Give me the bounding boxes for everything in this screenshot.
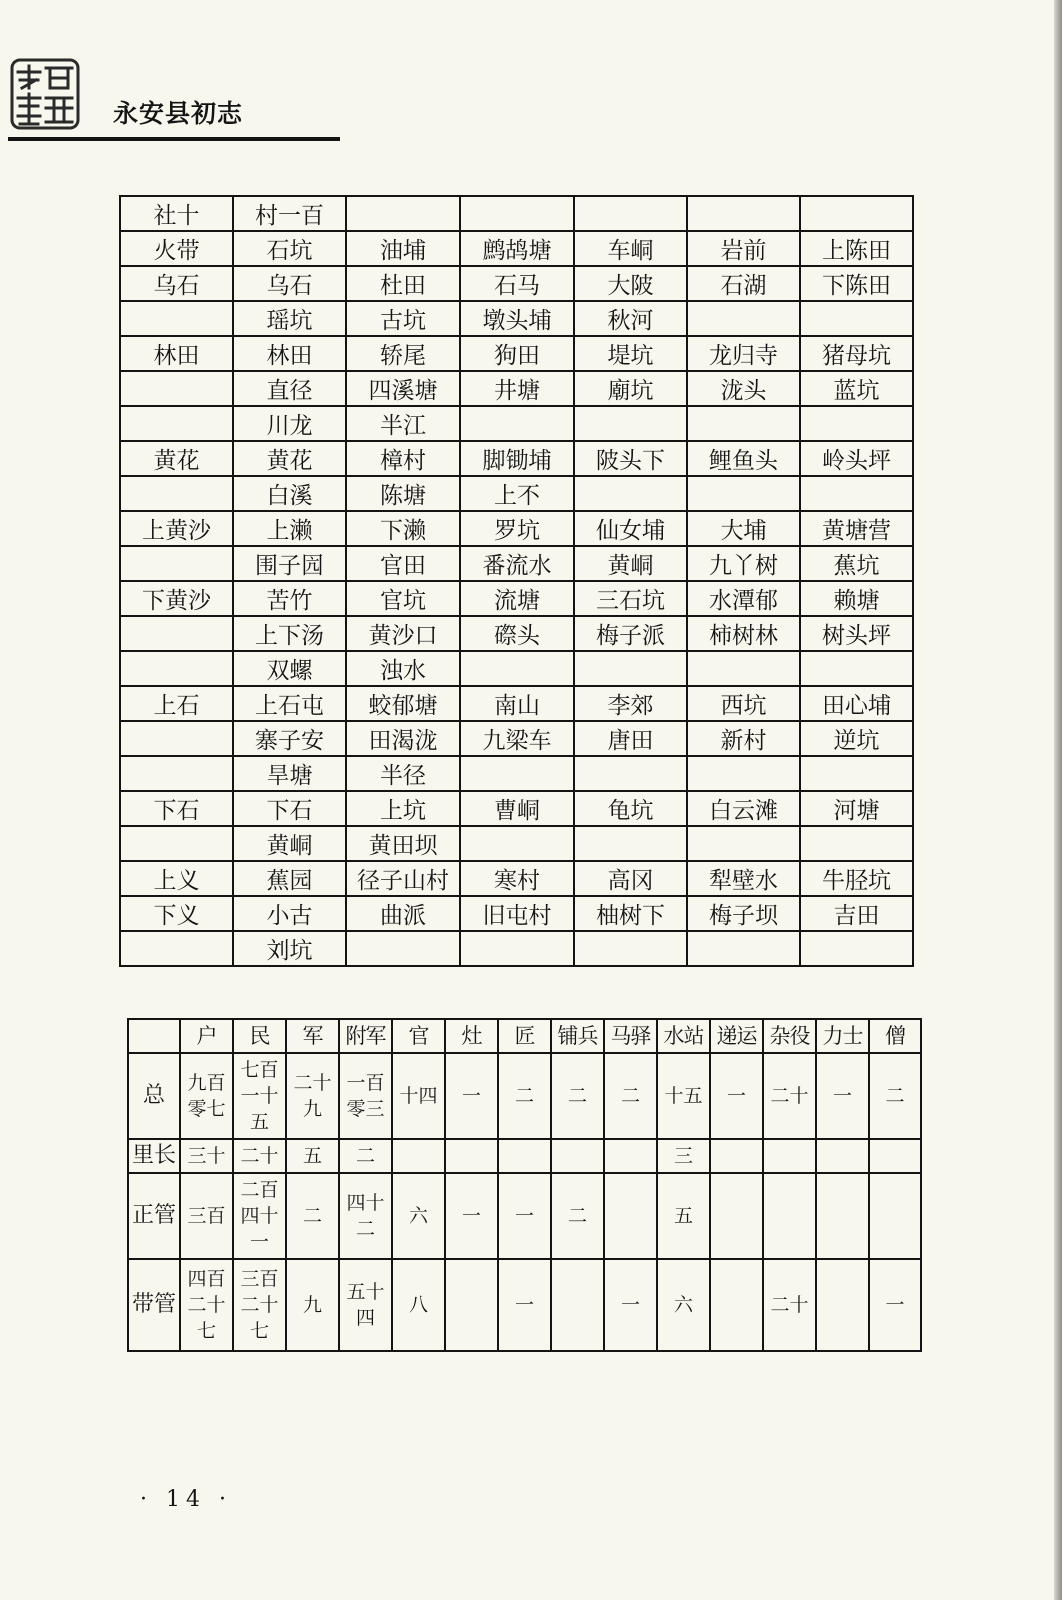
column-header — [128, 1019, 180, 1053]
township-cell: 下义 — [120, 896, 233, 931]
count-cell: 三百 二十 七 — [233, 1259, 286, 1351]
village-cell: 轿尾 — [346, 336, 460, 371]
count-cell: 四百 二十 七 — [180, 1259, 233, 1351]
village-cell: 上石屯 — [233, 686, 346, 721]
seal-logo — [10, 58, 80, 130]
count-cell: 五十四 — [339, 1259, 392, 1351]
village-cell: 油埔 — [346, 231, 460, 266]
count-cell: 二十 — [233, 1139, 286, 1173]
township-cell — [120, 756, 233, 791]
count-cell: 二百 四十 一 — [233, 1173, 286, 1259]
village-cell: 鲤鱼头 — [687, 441, 800, 476]
village-cell: 墩头埔 — [460, 301, 574, 336]
column-header: 杂役 — [763, 1019, 816, 1053]
village-cell: 梅子派 — [574, 616, 687, 651]
page-edge — [1054, 0, 1062, 1600]
village-cell: 三石坑 — [574, 581, 687, 616]
table-row — [120, 616, 913, 651]
township-cell: 上黄沙 — [120, 511, 233, 546]
village-cell: 陂头下 — [574, 441, 687, 476]
village-cell — [687, 196, 800, 231]
village-cell — [800, 651, 913, 686]
township-cell — [120, 406, 233, 441]
village-cell: 曹峒 — [460, 791, 574, 826]
column-header: 匠 — [498, 1019, 551, 1053]
village-cell: 小古 — [233, 896, 346, 931]
column-header: 水站 — [657, 1019, 710, 1053]
township-cell — [120, 721, 233, 756]
township-cell: 下黄沙 — [120, 581, 233, 616]
township-cell: 上义 — [120, 861, 233, 896]
count-cell — [392, 1139, 445, 1173]
table-row — [120, 686, 913, 721]
village-cell: 双螺 — [233, 651, 346, 686]
header-rule — [8, 137, 340, 141]
township-cell: 社十 — [120, 196, 233, 231]
count-cell: 六 — [657, 1259, 710, 1351]
village-cell: 岭头坪 — [800, 441, 913, 476]
count-cell: 二 — [604, 1053, 657, 1139]
village-cell: 磜头 — [460, 616, 574, 651]
village-cell: 大陂 — [574, 266, 687, 301]
village-cell: 高冈 — [574, 861, 687, 896]
village-cell: 上下汤 — [233, 616, 346, 651]
table-row — [120, 861, 913, 896]
table-row — [120, 931, 913, 966]
table-row — [128, 1259, 921, 1351]
table-row — [120, 546, 913, 581]
village-cell — [460, 196, 574, 231]
column-header: 马驿 — [604, 1019, 657, 1053]
village-cell — [800, 406, 913, 441]
village-cell: 刘坑 — [233, 931, 346, 966]
table-row — [120, 406, 913, 441]
village-cell: 河塘 — [800, 791, 913, 826]
count-cell: 一 — [445, 1173, 498, 1259]
village-cell: 石马 — [460, 266, 574, 301]
village-cell: 黄峒 — [233, 826, 346, 861]
township-cell — [120, 651, 233, 686]
count-cell: 二 — [339, 1139, 392, 1173]
village-cell: 蛟郁塘 — [346, 686, 460, 721]
village-cell — [574, 196, 687, 231]
village-cell: 川龙 — [233, 406, 346, 441]
table-row — [120, 266, 913, 301]
count-cell: 十五 — [657, 1053, 710, 1139]
count-cell — [604, 1173, 657, 1259]
table-row — [120, 301, 913, 336]
village-cell: 乌石 — [233, 266, 346, 301]
township-cell: 下石 — [120, 791, 233, 826]
count-cell — [551, 1259, 604, 1351]
township-cell — [120, 301, 233, 336]
village-cell: 古坑 — [346, 301, 460, 336]
township-cell: 乌石 — [120, 266, 233, 301]
village-cell: 蕉坑 — [800, 546, 913, 581]
village-cell: 水潭郁 — [687, 581, 800, 616]
village-cell: 黄峒 — [574, 546, 687, 581]
row-label: 里长 — [128, 1139, 180, 1173]
count-cell — [816, 1139, 869, 1173]
village-cell: 岩前 — [687, 231, 800, 266]
village-cell — [800, 756, 913, 791]
village-cell: 苦竹 — [233, 581, 346, 616]
count-cell: 三十 — [180, 1139, 233, 1173]
row-label: 带管 — [128, 1259, 180, 1351]
village-cell: 逆坑 — [800, 721, 913, 756]
village-cell — [460, 826, 574, 861]
village-cell: 半江 — [346, 406, 460, 441]
table-row — [120, 476, 913, 511]
count-cell: 一 — [710, 1053, 763, 1139]
table-row — [120, 196, 913, 231]
village-cell: 上陈田 — [800, 231, 913, 266]
table-row — [128, 1139, 921, 1173]
township-cell — [120, 931, 233, 966]
count-cell: 一 — [498, 1173, 551, 1259]
village-cell: 黄沙口 — [346, 616, 460, 651]
village-cell: 村一百 — [233, 196, 346, 231]
township-cell — [120, 616, 233, 651]
village-cell: 唐田 — [574, 721, 687, 756]
table-row — [120, 791, 913, 826]
village-cell — [574, 826, 687, 861]
village-cell — [800, 931, 913, 966]
village-table-body — [120, 196, 913, 966]
count-cell: 一百 零三 — [339, 1053, 392, 1139]
township-cell: 林田 — [120, 336, 233, 371]
count-cell — [763, 1139, 816, 1173]
table-row — [120, 721, 913, 756]
village-cell — [574, 651, 687, 686]
table-row — [120, 231, 913, 266]
count-cell: 一 — [869, 1259, 921, 1351]
table-row — [120, 826, 913, 861]
village-cell: 新村 — [687, 721, 800, 756]
count-cell: 三百 — [180, 1173, 233, 1259]
village-cell: 柿树林 — [687, 616, 800, 651]
village-cell: 犁壁水 — [687, 861, 800, 896]
count-cell: 二 — [551, 1173, 604, 1259]
township-cell: 黄花 — [120, 441, 233, 476]
village-cell — [574, 476, 687, 511]
township-cell — [120, 546, 233, 581]
table-row — [120, 756, 913, 791]
count-cell: 一 — [604, 1259, 657, 1351]
table-row — [128, 1173, 921, 1259]
column-header: 力士 — [816, 1019, 869, 1053]
village-cell: 四溪塘 — [346, 371, 460, 406]
village-cell: 秋河 — [574, 301, 687, 336]
village-cell: 南山 — [460, 686, 574, 721]
column-header: 灶 — [445, 1019, 498, 1053]
village-cell: 罗坑 — [460, 511, 574, 546]
township-cell: 火带 — [120, 231, 233, 266]
count-cell: 二十 — [763, 1259, 816, 1351]
village-cell — [687, 406, 800, 441]
column-header: 附军 — [339, 1019, 392, 1053]
village-cell: 田渴泷 — [346, 721, 460, 756]
village-cell: 猪母坑 — [800, 336, 913, 371]
count-cell — [710, 1173, 763, 1259]
village-cell — [460, 406, 574, 441]
township-cell — [120, 476, 233, 511]
count-cell: 五 — [286, 1139, 339, 1173]
count-cell — [498, 1139, 551, 1173]
village-cell: 狗田 — [460, 336, 574, 371]
table-row — [120, 371, 913, 406]
village-cell: 脚锄埔 — [460, 441, 574, 476]
village-cell: 旧屯村 — [460, 896, 574, 931]
count-cell — [445, 1139, 498, 1173]
count-cell: 九百 零七 — [180, 1053, 233, 1139]
village-cell: 九丫树 — [687, 546, 800, 581]
table-row — [120, 336, 913, 371]
village-cell: 仙女埔 — [574, 511, 687, 546]
village-cell: 上濑 — [233, 511, 346, 546]
column-header: 官 — [392, 1019, 445, 1053]
village-cell: 龙归寺 — [687, 336, 800, 371]
village-cell — [346, 931, 460, 966]
count-cell: 十四 — [392, 1053, 445, 1139]
village-cell: 大埔 — [687, 511, 800, 546]
count-cell: 二 — [498, 1053, 551, 1139]
village-cell: 廟坑 — [574, 371, 687, 406]
village-cell: 黄塘营 — [800, 511, 913, 546]
village-cell — [687, 826, 800, 861]
village-cell: 黄田坝 — [346, 826, 460, 861]
village-cell — [687, 301, 800, 336]
count-cell — [763, 1173, 816, 1259]
township-cell — [120, 371, 233, 406]
count-cell: 二 — [286, 1173, 339, 1259]
household-table-body — [128, 1019, 921, 1351]
village-cell: 官坑 — [346, 581, 460, 616]
village-cell: 白云滩 — [687, 791, 800, 826]
village-cell — [800, 826, 913, 861]
table-row — [128, 1053, 921, 1139]
count-cell — [445, 1259, 498, 1351]
township-cell: 上石 — [120, 686, 233, 721]
count-cell — [816, 1173, 869, 1259]
count-cell: 八 — [392, 1259, 445, 1351]
village-cell — [800, 301, 913, 336]
table-row — [120, 511, 913, 546]
village-cell: 上坑 — [346, 791, 460, 826]
table-row — [120, 581, 913, 616]
village-cell: 龟坑 — [574, 791, 687, 826]
count-cell: 六 — [392, 1173, 445, 1259]
village-cell: 寨子安 — [233, 721, 346, 756]
village-cell — [687, 651, 800, 686]
village-cell: 番流水 — [460, 546, 574, 581]
village-cell — [687, 476, 800, 511]
village-cell: 林田 — [233, 336, 346, 371]
township-cell — [120, 826, 233, 861]
column-header: 递运 — [710, 1019, 763, 1053]
count-cell: 七百 一十 五 — [233, 1053, 286, 1139]
village-cell: 梅子坝 — [687, 896, 800, 931]
village-cell: 上不 — [460, 476, 574, 511]
village-cell: 旱塘 — [233, 756, 346, 791]
village-table — [119, 195, 914, 967]
village-cell: 寒村 — [460, 861, 574, 896]
village-cell: 石湖 — [687, 266, 800, 301]
village-cell: 田心埔 — [800, 686, 913, 721]
village-cell: 杜田 — [346, 266, 460, 301]
village-cell: 流塘 — [460, 581, 574, 616]
village-cell: 下濑 — [346, 511, 460, 546]
count-cell — [869, 1173, 921, 1259]
count-cell: 二十 — [763, 1053, 816, 1139]
row-label: 正管 — [128, 1173, 180, 1259]
village-cell: 堤坑 — [574, 336, 687, 371]
village-cell: 柚树下 — [574, 896, 687, 931]
village-cell: 下石 — [233, 791, 346, 826]
village-cell — [460, 931, 574, 966]
count-cell — [710, 1139, 763, 1173]
count-cell: 一 — [816, 1053, 869, 1139]
village-cell: 径子山村 — [346, 861, 460, 896]
count-cell — [869, 1139, 921, 1173]
village-cell — [574, 756, 687, 791]
village-cell: 瑶坑 — [233, 301, 346, 336]
count-cell: 三 — [657, 1139, 710, 1173]
village-cell — [460, 651, 574, 686]
village-cell — [460, 756, 574, 791]
village-cell: 西坑 — [687, 686, 800, 721]
column-header: 僧 — [869, 1019, 921, 1053]
village-cell — [574, 406, 687, 441]
table-row — [120, 651, 913, 686]
village-cell: 浊水 — [346, 651, 460, 686]
count-cell — [604, 1139, 657, 1173]
village-cell: 赖塘 — [800, 581, 913, 616]
village-cell: 樟村 — [346, 441, 460, 476]
column-header: 铺兵 — [551, 1019, 604, 1053]
village-cell: 陈塘 — [346, 476, 460, 511]
village-cell: 半径 — [346, 756, 460, 791]
village-cell: 泷头 — [687, 371, 800, 406]
village-cell — [800, 476, 913, 511]
village-cell: 鹧鸪塘 — [460, 231, 574, 266]
village-cell: 直径 — [233, 371, 346, 406]
household-table — [127, 1018, 922, 1352]
count-cell: 九 — [286, 1259, 339, 1351]
village-cell — [346, 196, 460, 231]
village-cell: 蕉园 — [233, 861, 346, 896]
village-cell: 白溪 — [233, 476, 346, 511]
count-cell — [816, 1259, 869, 1351]
table-header-row — [128, 1019, 921, 1053]
book-title: 永安县初志 — [113, 99, 244, 128]
village-cell — [574, 931, 687, 966]
count-cell: 五 — [657, 1173, 710, 1259]
village-cell: 蓝坑 — [800, 371, 913, 406]
village-cell: 九梁车 — [460, 721, 574, 756]
column-header: 户 — [180, 1019, 233, 1053]
village-cell: 围子囥 — [233, 546, 346, 581]
column-header: 军 — [286, 1019, 339, 1053]
count-cell: 一 — [498, 1259, 551, 1351]
count-cell — [551, 1139, 604, 1173]
village-cell: 树头坪 — [800, 616, 913, 651]
page-number: · 14 · — [140, 1487, 232, 1512]
village-cell: 车峒 — [574, 231, 687, 266]
village-cell: 官田 — [346, 546, 460, 581]
village-cell — [687, 931, 800, 966]
village-cell: 黄花 — [233, 441, 346, 476]
column-header: 民 — [233, 1019, 286, 1053]
village-cell: 牛胫坑 — [800, 861, 913, 896]
count-cell: 一 — [445, 1053, 498, 1139]
village-cell: 井塘 — [460, 371, 574, 406]
count-cell: 二十九 — [286, 1053, 339, 1139]
village-cell: 吉田 — [800, 896, 913, 931]
village-cell: 曲派 — [346, 896, 460, 931]
row-label: 总 — [128, 1053, 180, 1139]
village-cell — [800, 196, 913, 231]
village-cell: 下陈田 — [800, 266, 913, 301]
table-row — [120, 441, 913, 476]
village-cell — [687, 756, 800, 791]
count-cell: 二 — [551, 1053, 604, 1139]
table-row — [120, 896, 913, 931]
count-cell: 二 — [869, 1053, 921, 1139]
village-cell: 石坑 — [233, 231, 346, 266]
count-cell: 四十二 — [339, 1173, 392, 1259]
village-cell: 李郊 — [574, 686, 687, 721]
count-cell — [710, 1259, 763, 1351]
